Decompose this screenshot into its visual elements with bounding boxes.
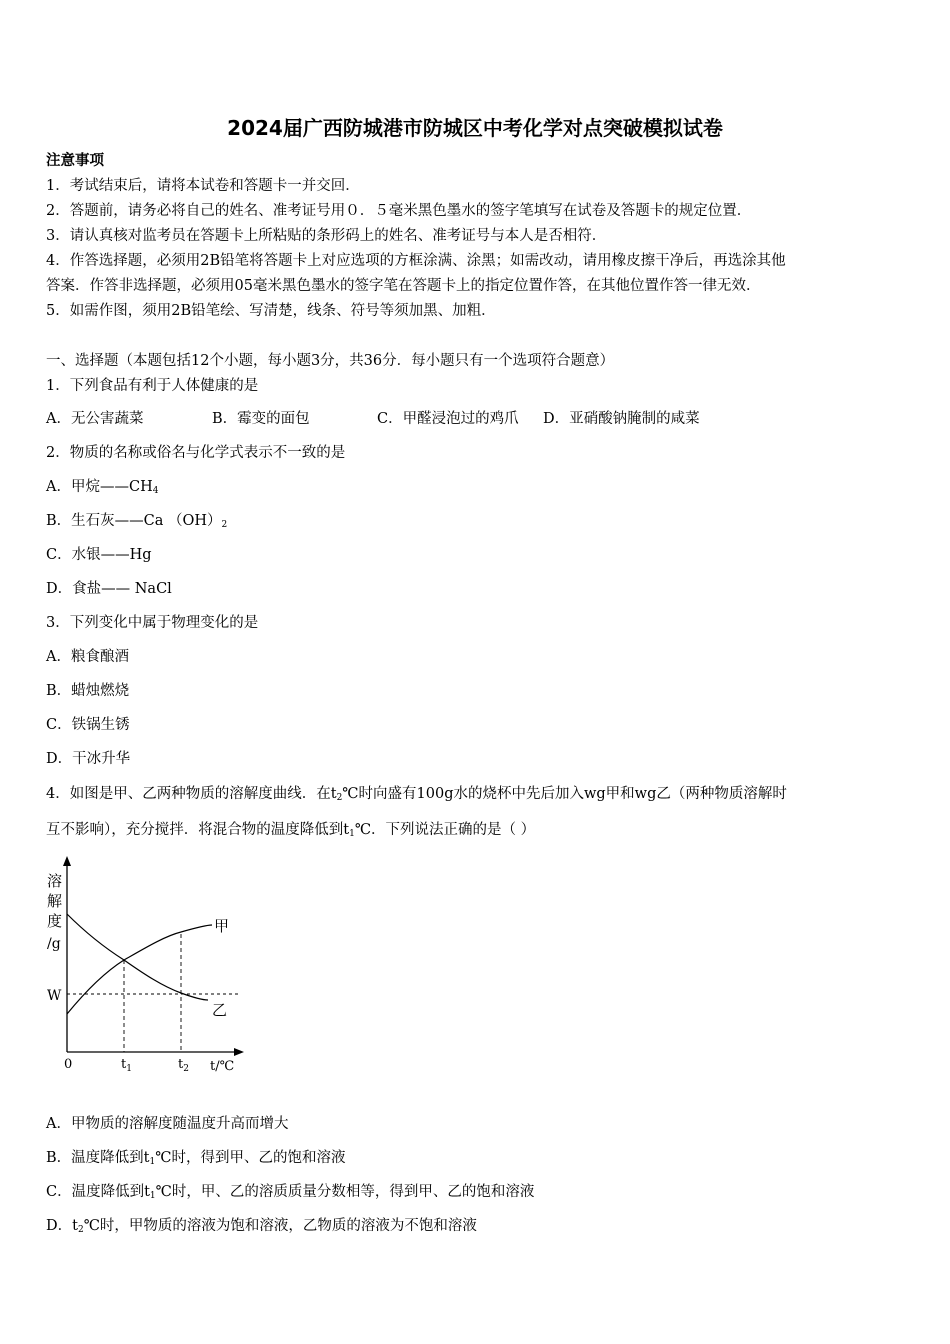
q4-stem-text: ℃时向盛有100g水的烧杯中先后加入wg甲和wg乙（两种物质溶解时	[342, 786, 787, 802]
notice-item: 4．作答选择题，必须用2B铅笔将答题卡上对应选项的方框涂满、涂黑；如需改动，请用橡皮擦干净后，再选涂其他	[46, 253, 786, 269]
q3-option-b: B．蜡烛燃烧	[46, 683, 130, 699]
q4-stem-subscript: 2	[336, 793, 343, 803]
q3-option-c: C．铁锅生锈	[46, 717, 130, 733]
q4-option-b-subscript: 1	[149, 1157, 156, 1167]
q2-option-b-subscript: 2	[221, 520, 228, 530]
q4-option-c-text: C．温度降低到t	[46, 1184, 150, 1200]
y-axis-label-2: 解	[47, 892, 63, 910]
q2-option-a-subscript: 4	[152, 486, 159, 496]
notice-item: 2．答题前，请务必将自己的姓名、准考证号用０．５毫米黑色墨水的签字笔填写在试卷及答题卡的规定位置．	[46, 203, 752, 219]
question-3-stem: 3．下列变化中属于物理变化的是	[46, 615, 259, 631]
notice-heading: 注意事项	[46, 152, 104, 169]
q2-option-d: D．食盐—— NaCl	[46, 581, 172, 597]
q1-option-c: C．甲醛浸泡过的鸡爪	[377, 411, 519, 427]
y-axis-arrow	[63, 856, 71, 866]
question-4-stem-line-2	[46, 820, 535, 844]
q4-option-a: A．甲物质的溶解度随温度升高而增大	[46, 1116, 289, 1132]
q4-option-b-text: B．温度降低到t	[46, 1150, 150, 1166]
q4-option-d-subscript: 2	[77, 1225, 84, 1235]
notice-item: 3．请认真核对监考员在答题卡上所粘贴的条形码上的姓名、准考证号与本人是否相符．	[46, 228, 607, 244]
q4-option-d-text: ℃时，甲物质的溶液为饱和溶液，乙物质的溶液为不饱和溶液	[83, 1218, 477, 1234]
notice-item: 1．考试结束后，请将本试卷和答题卡一并交回．	[46, 178, 360, 194]
curve-jia	[67, 925, 212, 1014]
q4-option-c-subscript: 1	[149, 1191, 156, 1201]
q3-option-a: A．粮食酿酒	[46, 649, 129, 665]
q4-stem-subscript: 1	[349, 829, 355, 839]
q1-option-a: A．无公害蔬菜	[46, 411, 144, 427]
q4-option-d-text: D．t	[46, 1218, 78, 1234]
curve-yi	[67, 914, 208, 1000]
q3-option-d: D．干冰升华	[46, 751, 131, 767]
t2-label: $t_2$	[178, 1057, 189, 1074]
question-2-stem: 2．物质的名称或俗名与化学式表示不一致的是	[46, 445, 346, 461]
y-axis-label-1: 溶	[47, 872, 63, 890]
y-axis-label-3: 度	[47, 912, 63, 930]
q4-option-c-text: ℃时，甲、乙的溶质质量分数相等，得到甲、乙的饱和溶液	[155, 1184, 535, 1200]
q1-option-d: D．亚硝酸钠腌制的咸菜	[543, 411, 700, 427]
q2-option-a	[46, 477, 158, 501]
q2-option-b	[46, 511, 227, 535]
q2-option-b-text: B．生石灰——Ca （OH）	[46, 513, 222, 529]
question-4-stem-line-1	[46, 784, 787, 808]
q4-option-d	[46, 1216, 477, 1240]
q1-option-b: B．霉变的面包	[212, 411, 310, 427]
section-heading: 一、选择题（本题包括12个小题，每小题3分，共36分．每小题只有一个选项符合题意）	[46, 353, 615, 369]
q4-option-b	[46, 1148, 345, 1172]
x-axis-arrow	[234, 1048, 244, 1056]
page-title: 2024届广西防城港市防城区中考化学对点突破模拟试卷	[227, 116, 723, 140]
y-axis-label-4: /g	[47, 936, 61, 952]
question-1-stem: 1．下列食品有利于人体健康的是	[46, 378, 259, 394]
notice-item: 5．如需作图，须用2B铅笔绘、写清楚，线条、符号等须加黑、加粗．	[46, 303, 496, 319]
curve-yi-label: 乙	[212, 1001, 228, 1019]
q4-stem-text: 互不影响），充分搅拌．将混合物的温度降低到t	[46, 822, 350, 838]
w-label: W	[47, 988, 62, 1004]
solubility-curve-diagram	[40, 852, 260, 1082]
q4-option-c	[46, 1182, 534, 1206]
x-axis-label: t/℃	[210, 1059, 235, 1074]
q2-option-c: C．水银——Hg	[46, 547, 152, 563]
q4-option-b-text: ℃时，得到甲、乙的饱和溶液	[155, 1150, 346, 1166]
t1-label: $t_1$	[121, 1057, 132, 1074]
origin-label: 0	[64, 1057, 73, 1072]
notice-item: 答案．作答非选择题，必须用05毫米黑色墨水的签字笔在答题卡上的指定位置作答，在其他位置作答一律无效．	[46, 278, 761, 294]
q4-stem-text: ℃．下列说法正确的是（ ）	[354, 822, 536, 838]
q4-stem-text: 4．如图是甲、乙两种物质的溶解度曲线．在t	[46, 786, 337, 802]
curve-jia-label: 甲	[214, 917, 230, 935]
q2-option-a-text: A．甲烷——CH	[46, 479, 153, 495]
